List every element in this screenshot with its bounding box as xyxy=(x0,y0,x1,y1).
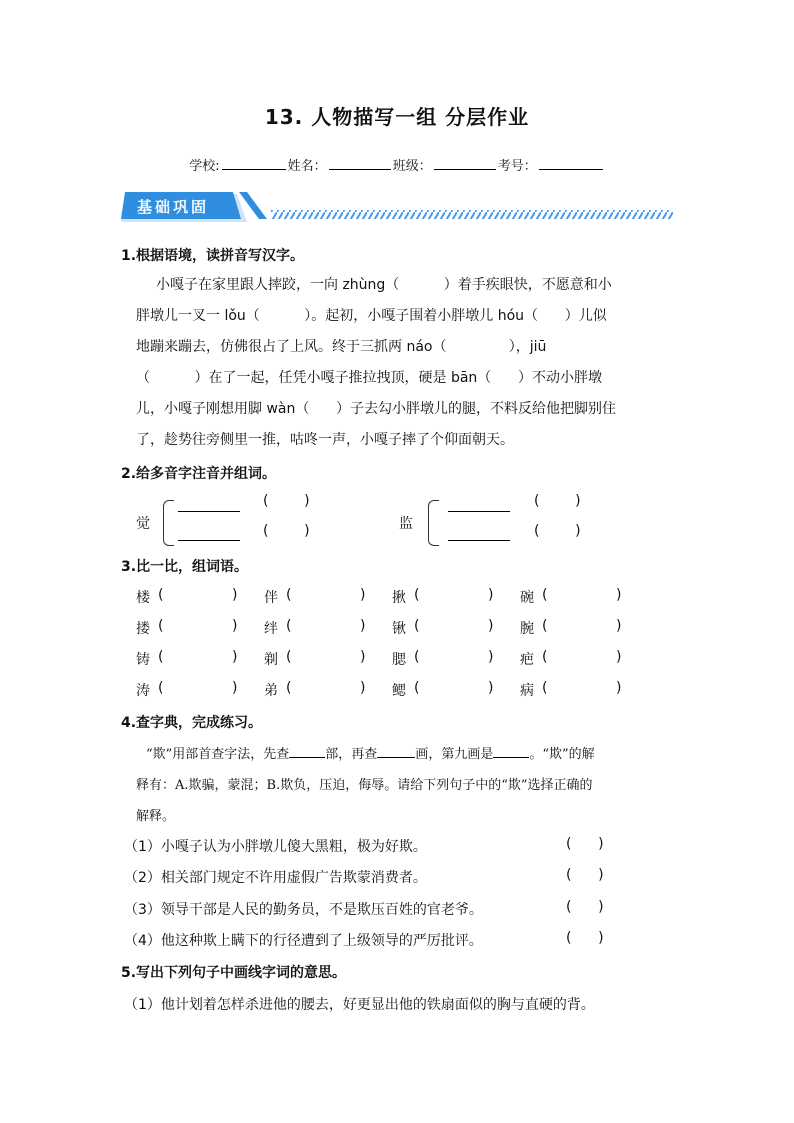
brace-1 xyxy=(163,500,174,546)
word-blank-close[interactable]: ) xyxy=(488,587,494,603)
question-4-title: 4.查字典，完成练习。 xyxy=(121,715,263,731)
compare-char: 绊 xyxy=(264,621,278,637)
para-text: “欺”用部首查字法，先查 xyxy=(146,747,290,762)
compare-char-item xyxy=(136,649,150,669)
compare-char-item xyxy=(392,618,406,638)
name-field[interactable] xyxy=(329,156,391,170)
compare-char-item xyxy=(392,680,406,700)
exam-number-field[interactable] xyxy=(539,156,603,170)
word-blank-close[interactable]: ) xyxy=(232,618,238,634)
compare-char: 弟 xyxy=(264,683,278,699)
answer-blank[interactable]: ( ) xyxy=(566,899,604,915)
word-blank-open[interactable]: ( xyxy=(158,587,164,603)
class-label: 班级： xyxy=(392,159,432,174)
compare-char-item xyxy=(520,618,534,638)
compare-char: 涛 xyxy=(136,683,150,699)
word-blank-close[interactable]: ) xyxy=(616,587,622,603)
para-text: 部，再查 xyxy=(325,747,378,762)
word-blank-open[interactable]: ( xyxy=(286,618,292,634)
word-blank-close[interactable]: ) xyxy=(360,649,366,665)
pinyin-blank[interactable]: ( ) xyxy=(534,523,581,539)
compare-char-item xyxy=(520,680,534,700)
word-blank-open[interactable]: ( xyxy=(414,649,420,665)
pinyin-blank[interactable]: ( ) xyxy=(263,493,310,509)
word-blank[interactable] xyxy=(178,540,240,541)
word-blank-open[interactable]: ( xyxy=(158,649,164,665)
passage-line: 了，趁势往旁侧里一推，咕咚一声，小嘎子摔了个仰面朝天。 xyxy=(136,432,514,448)
compare-char: 碗 xyxy=(520,590,534,606)
para-text: 。“欺”的解 xyxy=(529,747,595,762)
word-blank-open[interactable]: ( xyxy=(542,618,548,634)
word-blank-close[interactable]: ) xyxy=(360,680,366,696)
question-4-para: 释有：A.欺骗，蒙混；B.欺负，压迫，侮辱。请给下列句子中的“欺”选择正确的 xyxy=(136,778,593,793)
para-text: 画，第九画是 xyxy=(415,747,494,762)
passage-line: 地蹦来蹦去，仿佛很占了上风。终于三抓两 náo（ ），jiū xyxy=(136,339,547,355)
word-blank-close[interactable]: ) xyxy=(232,649,238,665)
word-blank-close[interactable]: ) xyxy=(488,680,494,696)
school-label: 学校: xyxy=(189,159,220,174)
polyphone-char-2: 监 xyxy=(399,516,413,532)
question-3-title: 3.比一比，组词语。 xyxy=(121,559,249,575)
question-2-title: 2.给多音字注音并组词。 xyxy=(121,466,277,482)
word-blank[interactable] xyxy=(448,511,510,512)
word-blank-open[interactable]: ( xyxy=(158,618,164,634)
word-blank[interactable] xyxy=(448,540,510,541)
page-title: 13. 人物描写一组 分层作业 xyxy=(264,105,530,129)
compare-char: 剃 xyxy=(264,652,278,668)
brace-2 xyxy=(428,500,439,546)
compare-char: 疤 xyxy=(520,652,534,668)
ninth-stroke-blank[interactable] xyxy=(493,745,529,758)
word-blank-close[interactable]: ) xyxy=(232,680,238,696)
compare-char-item xyxy=(392,649,406,669)
answer-blank[interactable]: ( ) xyxy=(566,930,604,946)
question-4-item: （3）领导干部是人民的勤务员，不是欺压百姓的官老爷。 xyxy=(124,902,483,918)
word-blank-close[interactable]: ) xyxy=(360,587,366,603)
word-blank-open[interactable]: ( xyxy=(542,680,548,696)
word-blank-open[interactable]: ( xyxy=(286,680,292,696)
compare-char-item xyxy=(392,587,406,607)
compare-char: 腮 xyxy=(392,652,406,668)
question-4-para xyxy=(146,743,595,762)
question-4-para: 解释。 xyxy=(136,809,176,824)
passage-line: （ ）在了一起，任凭小嘎子推拉拽顶，硬是 bān（ ）不动小胖墩 xyxy=(136,370,602,386)
word-blank-close[interactable]: ) xyxy=(360,618,366,634)
exam-number-label: 考号： xyxy=(497,159,537,174)
word-blank-close[interactable]: ) xyxy=(616,649,622,665)
question-4-item: （1）小嘎子认为小胖墩儿傻大黑粗，极为好欺。 xyxy=(124,839,427,855)
strokes-blank[interactable] xyxy=(377,745,415,758)
question-4-item: （2）相关部门规定不许用虚假广告欺蒙消费者。 xyxy=(124,870,427,886)
answer-blank[interactable]: ( ) xyxy=(566,867,604,883)
pinyin-blank[interactable]: ( ) xyxy=(534,493,581,509)
word-blank-close[interactable]: ) xyxy=(488,649,494,665)
section-label: 基础巩固 xyxy=(137,198,210,216)
passage-line: 儿，小嘎子刚想用脚 wàn（ ）子去勾小胖墩儿的腿，不料反给他把脚别住 xyxy=(136,401,617,417)
compare-char: 伴 xyxy=(264,590,278,606)
compare-char: 病 xyxy=(520,683,534,699)
compare-char-item xyxy=(136,618,150,638)
passage-line: 胖墩儿一叉一 lǒu（ ）。起初，小嘎子围着小胖墩儿 hóu（ ）儿似 xyxy=(136,308,607,324)
name-label: 姓名： xyxy=(287,159,327,174)
compare-char: 锹 xyxy=(392,621,406,637)
school-field[interactable] xyxy=(222,156,286,170)
word-blank-open[interactable]: ( xyxy=(158,680,164,696)
compare-char: 鳃 xyxy=(392,683,406,699)
word-blank-close[interactable]: ) xyxy=(616,680,622,696)
word-blank-open[interactable]: ( xyxy=(542,649,548,665)
word-blank-open[interactable]: ( xyxy=(414,618,420,634)
compare-char: 腕 xyxy=(520,621,534,637)
compare-char: 铸 xyxy=(136,652,150,668)
class-field[interactable] xyxy=(434,156,496,170)
radical-blank[interactable] xyxy=(289,745,325,758)
compare-char-item xyxy=(520,649,534,669)
compare-char-item xyxy=(264,587,278,607)
question-5-item: （1）他计划着怎样杀进他的腰去，好更显出他的铁扇面似的胸与直硬的背。 xyxy=(124,997,595,1013)
student-info-line xyxy=(0,155,794,174)
word-blank-open[interactable]: ( xyxy=(286,649,292,665)
word-blank-open[interactable]: ( xyxy=(414,680,420,696)
compare-char: 楼 xyxy=(136,590,150,606)
compare-char-item xyxy=(136,680,150,700)
compare-char-item xyxy=(264,680,278,700)
word-blank-open[interactable]: ( xyxy=(286,587,292,603)
word-blank-open[interactable]: ( xyxy=(542,587,548,603)
compare-char-item xyxy=(264,649,278,669)
passage-line: 小嘎子在家里跟人摔跤，一向 zhùng（ ）着手疾眼快，不愿意和小 xyxy=(156,277,612,293)
question-1-title: 1.根据语境，读拼音写汉字。 xyxy=(121,248,305,264)
compare-char-item xyxy=(264,618,278,638)
compare-char-item xyxy=(520,587,534,607)
compare-char: 搂 xyxy=(136,621,150,637)
word-blank-close[interactable]: ) xyxy=(488,618,494,634)
word-blank-open[interactable]: ( xyxy=(414,587,420,603)
compare-char-item xyxy=(136,587,150,607)
question-1-passage xyxy=(136,270,674,456)
pinyin-blank[interactable]: ( ) xyxy=(263,523,310,539)
answer-blank[interactable]: ( ) xyxy=(566,836,604,852)
compare-char: 揪 xyxy=(392,590,406,606)
word-blank-close[interactable]: ) xyxy=(232,587,238,603)
polyphone-char-1: 觉 xyxy=(136,516,150,532)
word-blank-close[interactable]: ) xyxy=(616,618,622,634)
question-5-title: 5.写出下列句子中画线字词的意思。 xyxy=(121,965,347,981)
question-4-item: （4）他这种欺上瞒下的行径遭到了上级领导的严厉批评。 xyxy=(124,933,483,949)
word-blank[interactable] xyxy=(178,511,240,512)
